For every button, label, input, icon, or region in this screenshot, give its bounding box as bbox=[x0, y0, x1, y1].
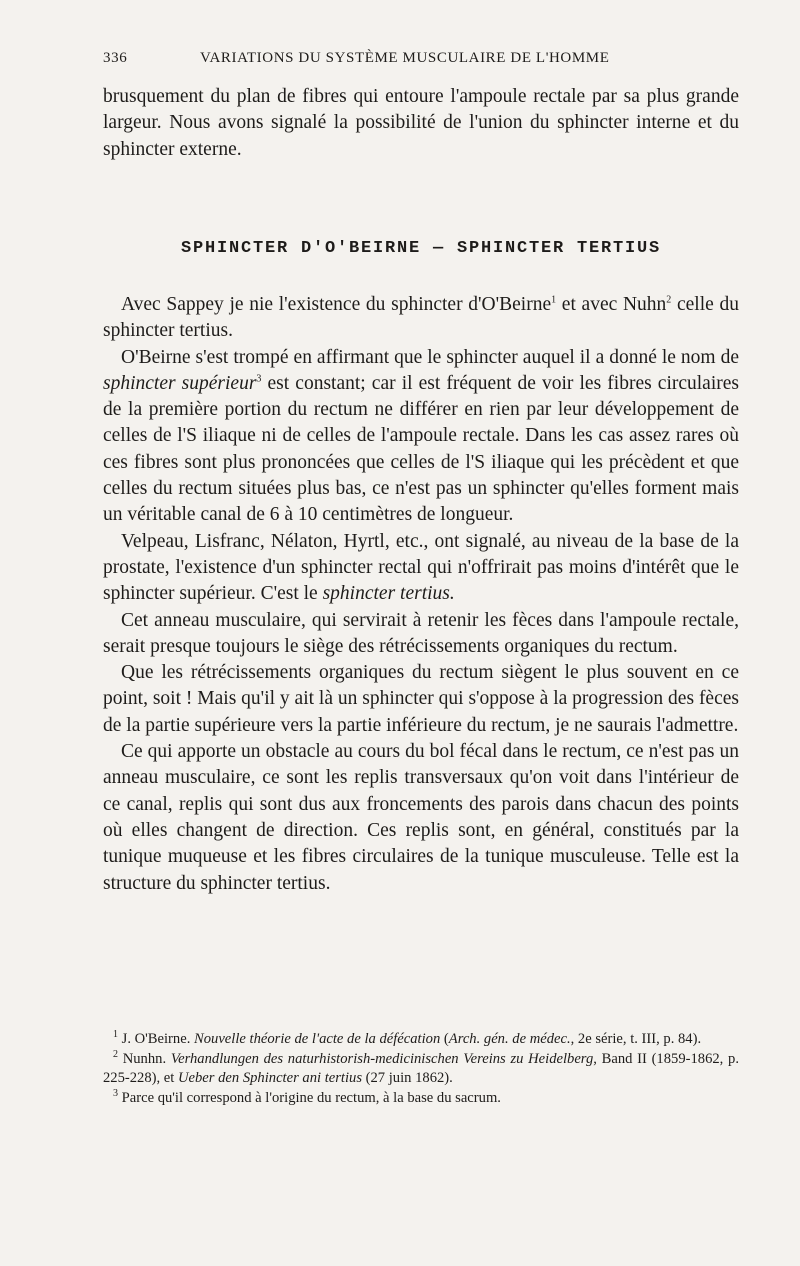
footnote-2 bbox=[103, 1050, 739, 1089]
footnote-ref-3: 3 bbox=[256, 373, 262, 385]
p2-emphasis: sphincter supérieur bbox=[103, 372, 257, 394]
paragraph-2 bbox=[103, 345, 739, 529]
f2-title-2: Ueber den Sphincter ani tertius bbox=[177, 1070, 362, 1086]
p1-text-a: Avec Sappey je nie l'existence du sphincter d'O'Beirne bbox=[121, 294, 552, 315]
footnote-1 bbox=[103, 1030, 739, 1050]
paragraph-3 bbox=[103, 529, 739, 608]
footnote-2-number: 2 bbox=[113, 1048, 118, 1060]
p1-text-b: et avec Nuhn bbox=[556, 294, 667, 315]
intro-paragraph: brusquement du plan de fibres qui entoure l'ampoule rectale par sa plus grande largeur. Nous avons signalé la possibilité de l'union du sphincter interne et du sphincter externe. bbox=[103, 86, 739, 160]
p3-text-a: Velpeau, Lisfranc, Nélaton, Hyrtl, etc., ont signalé, au niveau de la base de la prostate, l'existence d'un sphincter rectal qui n'offrirait pas moins d'intérêt que le sphincter supérieur. C'est le bbox=[103, 530, 739, 605]
p2-text-b: est constant; car il est fréquent de voir les fibres circulaires de la première portion du rectum ne différer en rien par leur développement de celles de l'S iliaque ni de celles de l'ampoule rectale. Dans les cas assez rares où ces fibres sont plus prononcées que celles de l'S iliaque qui les précèdent et que celles du rectum situées plus bas, ce n'est pas un sphincter qu'elles forment mais un véritable canal de 6 à 10 centimètres de longueur. bbox=[103, 372, 739, 526]
f1-journal: Arch. gén. de médec. bbox=[448, 1031, 571, 1047]
footnote-3-number: 3 bbox=[113, 1087, 118, 1099]
f1-text-c: , 2e série, t. III, p. 84). bbox=[570, 1031, 702, 1047]
paragraph-5: Que les rétrécissements organiques du rectum siègent le plus souvent en ce point, soit ! Mais qu'il y ait là un sphincter qui s'oppose à la progression des fèces de la partie supérieure vers la partie inférieure du rectum, je ne saurais l'admettre. bbox=[103, 662, 739, 736]
p2-text-a: O'Beirne s'est trompé en affirmant que le sphincter auquel il a donné le nom de bbox=[121, 346, 739, 368]
f3-text-a: Parce qu'il correspond à l'origine du rectum, à la base du sacrum. bbox=[118, 1089, 501, 1106]
main-text bbox=[103, 292, 739, 897]
f2-text-b: , Band II (1859-1862, p. 225-228), et bbox=[103, 1050, 739, 1086]
section-title: SPHINCTER D'O'BEIRNE — SPHINCTER TERTIUS bbox=[180, 239, 662, 258]
paragraph-6: Ce qui apporte un obstacle au cours du bol fécal dans le rectum, ce n'est pas un anneau musculaire, ce sont les replis transversaux qu'on voit dans l'intérieur de ce canal, replis qui sont dus aux froncements des parois dans chacun des points où elles changent de direction. Ces replis sont, en général, constitués par la tunique muqueuse et les fibres circulaires de la tunique musculeuse. Telle est la structure du sphincter tertius. bbox=[103, 741, 739, 894]
running-title: VARIATIONS DU SYSTÈME MUSCULAIRE DE L'HOMME bbox=[200, 50, 610, 66]
footnotes bbox=[103, 1030, 739, 1108]
p1-text-c: celle du sphincter tertius. bbox=[103, 294, 739, 342]
f1-text-b: ( bbox=[440, 1031, 449, 1047]
paragraph-4: Cet anneau musculaire, qui servirait à retenir les fèces dans l'ampoule rectale, serait presque toujours le siège des rétrécissements organiques du rectum. bbox=[103, 609, 739, 657]
footnote-3 bbox=[103, 1089, 739, 1109]
footnote-ref-2: 2 bbox=[666, 294, 672, 306]
p3-emphasis: sphincter tertius. bbox=[322, 583, 455, 605]
intro-text bbox=[103, 84, 739, 163]
paragraph-1 bbox=[103, 292, 739, 345]
f2-text-a: Nunhn. bbox=[118, 1050, 171, 1067]
f2-title: Verhandlungen des naturhistorish-medicinischen Vereins zu Heidelberg bbox=[170, 1050, 594, 1067]
footnote-ref-1: 1 bbox=[551, 294, 557, 306]
f1-title: Nouvelle théorie de l'acte de la défécation bbox=[194, 1031, 441, 1047]
page-number: 336 bbox=[103, 50, 128, 66]
f2-text-c: (27 juin 1862). bbox=[362, 1070, 453, 1086]
f1-text-a: J. O'Beirne. bbox=[118, 1031, 194, 1047]
footnote-1-number: 1 bbox=[113, 1029, 118, 1041]
